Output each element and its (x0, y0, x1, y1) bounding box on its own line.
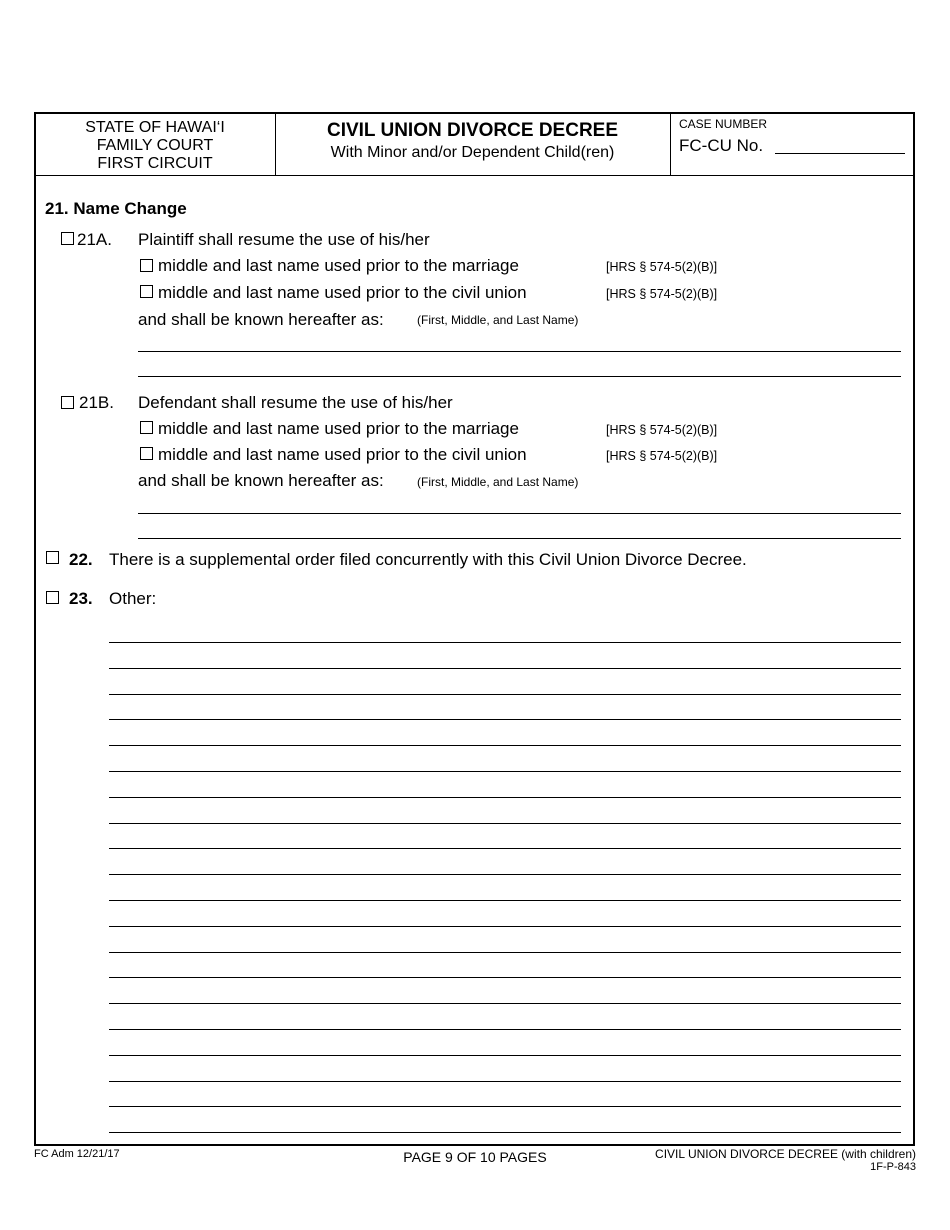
hrs-ref-21b-civil-union: [HRS § 574-5(2)(B)] (606, 449, 718, 463)
label-21b: 21B. (79, 393, 114, 412)
section-22-text: There is a supplemental order filed concurrently with this Civil Union Divorce Decree. (109, 550, 747, 569)
other-line[interactable] (109, 779, 901, 798)
court-line-circuit: FIRST CIRCUIT (97, 155, 213, 172)
other-line[interactable] (109, 856, 901, 875)
other-line[interactable] (109, 830, 901, 849)
other-line[interactable] (109, 1011, 901, 1030)
footer-form-code: 1F-P-843 (870, 1161, 916, 1173)
text-21b-option-marriage: middle and last name used prior to the marriage (158, 419, 519, 438)
text-21b-option-civil-union: middle and last name used prior to the civil union (158, 445, 527, 464)
name-21a-line-2[interactable] (138, 376, 901, 377)
other-line[interactable] (109, 1063, 901, 1082)
court-line-family: FAMILY COURT (96, 137, 214, 154)
other-line[interactable] (109, 650, 901, 669)
court-line-state: STATE OF HAWAI‘I (85, 119, 225, 136)
text-21a-option-civil-union: middle and last name used prior to the civil union (158, 283, 527, 302)
header-divider (34, 175, 915, 176)
hrs-ref-21a-civil-union: [HRS § 574-5(2)(B)] (606, 287, 718, 301)
checkbox-21b-civil-union[interactable] (140, 447, 153, 460)
other-line[interactable] (109, 1114, 901, 1133)
checkbox-23[interactable] (46, 591, 59, 604)
court-block (36, 119, 274, 173)
document-title: CIVIL UNION DIVORCE DECREE (326, 120, 619, 141)
document-subtitle: With Minor and/or Dependent Child(ren) (330, 144, 615, 161)
title-block (276, 119, 669, 163)
header-divider-right (670, 112, 671, 176)
checkbox-22[interactable] (46, 551, 59, 564)
checkbox-21a-marriage[interactable] (140, 259, 153, 272)
name-21b-line-2[interactable] (138, 538, 901, 539)
case-number-label: CASE NUMBER (679, 117, 768, 131)
other-line[interactable] (109, 701, 901, 720)
checkbox-21b[interactable] (61, 396, 74, 409)
footer-form-title: CIVIL UNION DIVORCE DECREE (with children) (655, 1147, 916, 1161)
case-prefix: FC-CU No. (679, 136, 764, 155)
other-line[interactable] (109, 934, 901, 953)
text-21b-known: and shall be known hereafter as: (138, 471, 384, 490)
text-21b-known-hint: (First, Middle, and Last Name) (417, 475, 579, 489)
checkbox-21b-marriage[interactable] (140, 421, 153, 434)
other-line[interactable] (109, 727, 901, 746)
footer-page-number: PAGE 9 OF 10 PAGES (403, 1149, 547, 1165)
other-line[interactable] (109, 1088, 901, 1107)
other-line[interactable] (109, 959, 901, 978)
other-line[interactable] (109, 882, 901, 901)
other-line[interactable] (109, 985, 901, 1004)
text-21a-intro: Plaintiff shall resume the use of his/her (138, 230, 430, 249)
text-21a-known-hint: (First, Middle, and Last Name) (417, 313, 579, 327)
checkbox-21a-civil-union[interactable] (140, 285, 153, 298)
hrs-ref-21a-marriage: [HRS § 574-5(2)(B)] (606, 260, 718, 274)
other-line[interactable] (109, 908, 901, 927)
section-23-label: Other: (109, 589, 157, 608)
other-line[interactable] (109, 624, 901, 643)
other-line[interactable] (109, 805, 901, 824)
checkbox-21a[interactable] (61, 232, 74, 245)
other-line[interactable] (109, 753, 901, 772)
text-21a-known: and shall be known hereafter as: (138, 310, 384, 329)
hrs-ref-21b-marriage: [HRS § 574-5(2)(B)] (606, 423, 718, 437)
case-number-field[interactable] (775, 136, 905, 154)
text-21b-intro: Defendant shall resume the use of his/her (138, 393, 453, 412)
text-21a-option-marriage: middle and last name used prior to the marriage (158, 256, 519, 275)
section-22-number: 22. (69, 550, 93, 569)
name-21a-line-1[interactable] (138, 333, 901, 352)
label-21a: 21A. (77, 230, 112, 249)
section-23-number: 23. (69, 589, 93, 608)
other-line[interactable] (109, 676, 901, 695)
name-21b-line-1[interactable] (138, 495, 901, 514)
section-21-heading: 21. Name Change (45, 199, 187, 218)
footer-form-id: FC Adm 12/21/17 (34, 1148, 120, 1160)
other-line[interactable] (109, 1037, 901, 1056)
